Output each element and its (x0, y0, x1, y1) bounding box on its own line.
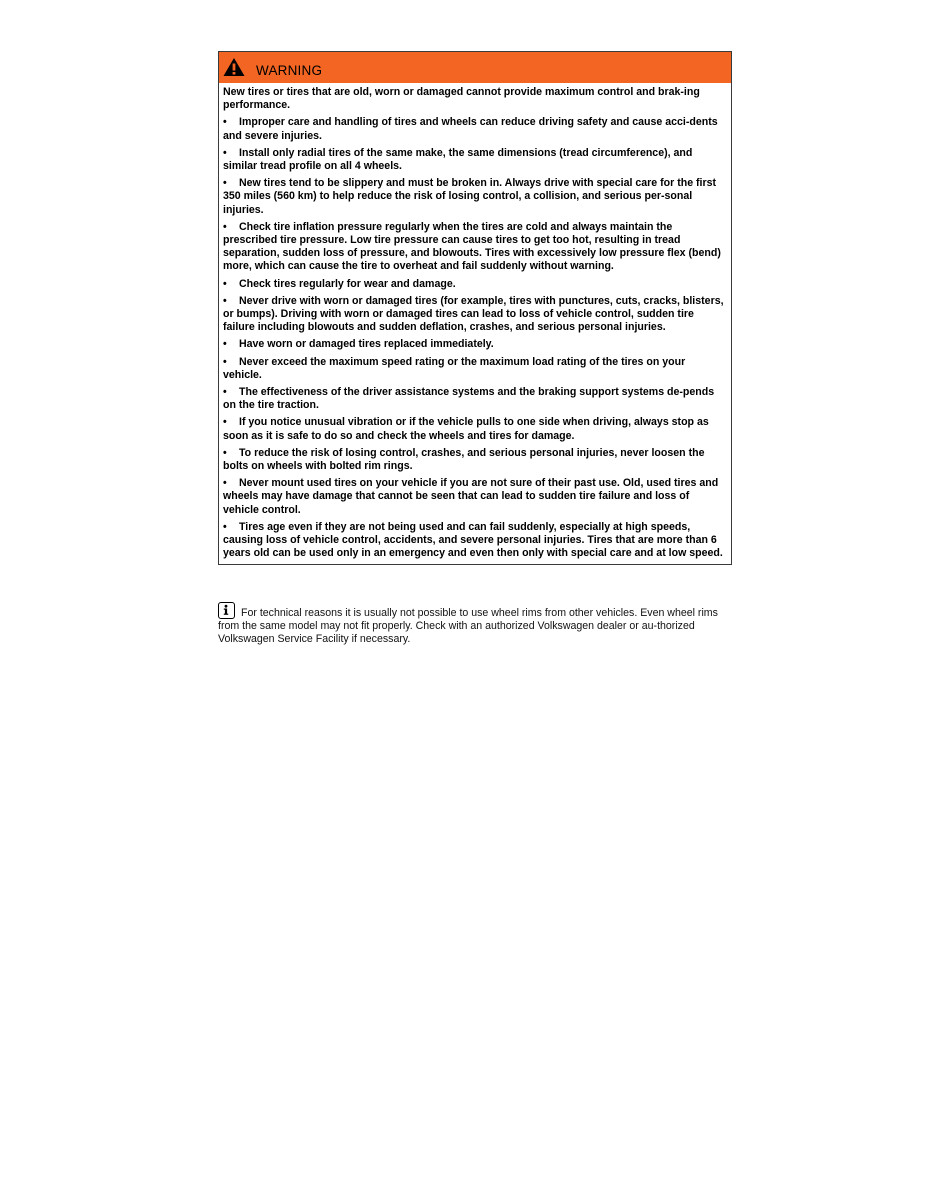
info-note (218, 602, 734, 647)
warning-item: • Have worn or damaged tires replaced immediately. (223, 338, 494, 351)
warning-list (223, 116, 727, 560)
warning-item: • Check tire inflation pressure regularly when the tires are cold and always maintain the prescribed tire pressure. Low tire pressure can cause tires to get too hot, resulting in tread separation, sudden loss of pressure, and blowouts. Tires with excessively low pressure flex (bend) more, which can cause the tire to overheat and fail suddenly without warning. (223, 220, 721, 273)
bullet-icon: • (223, 116, 227, 129)
bullet-icon: • (223, 338, 227, 351)
warning-body (219, 83, 731, 564)
warning-box (218, 51, 732, 565)
warning-item: • The effectiveness of the driver assistance systems and the braking support systems de-pends on the tire traction. (223, 386, 715, 412)
warning-item: • New tires tend to be slippery and must be broken in. Always drive with special care for the first 350 miles (560 km) to help reduce the risk of losing control, a collision, and serious per-sonal injuries. (223, 177, 717, 216)
warning-item: • Tires age even if they are not being used and can fail suddenly, especially at high speeds, causing loss of vehicle control, accidents, and severe personal injuries. Tires that are more than 6 years old can be used only in an emergency and even then only with special care and at low speed. (223, 520, 723, 560)
bullet-icon: • (223, 477, 227, 490)
bullet-icon: • (223, 386, 227, 399)
bullet-icon: • (223, 294, 227, 307)
warning-item: • Install only radial tires of the same make, the same dimensions (tread circumference), and similar tread profile on all 4 wheels. (223, 146, 693, 173)
bullet-icon: • (223, 520, 227, 533)
bullet-icon: • (223, 355, 227, 368)
warning-title: WARNING (256, 63, 323, 78)
warning-intro: New tires or tires that are old, worn or damaged cannot provide maximum control and brak-ing performance. (223, 86, 700, 112)
bullet-icon: • (223, 446, 227, 459)
warning-item: • To reduce the risk of losing control, crashes, and serious personal injuries, never loosen the bolts on wheels with bolted rim rings. (223, 446, 705, 473)
warning-item: • Never mount used tires on your vehicle if you are not sure of their past use. Old, used tires and wheels may have damage that cannot be seen that can lead to sudden tire failure and loss of vehicle control. (223, 477, 719, 516)
warning-item: • Never exceed the maximum speed rating or the maximum load rating of the tires on your vehicle. (223, 355, 686, 381)
warning-item: • Never drive with worn or damaged tires (for example, tires with punctures, cuts, cracks, blisters, or bumps). Driving with worn or damaged tires can lead to loss of vehicle control, sudden tire failure including blowouts and sudden deflation, crashes, and serious personal injuries. (223, 294, 724, 334)
warning-item: • Improper care and handling of tires and wheels can reduce driving safety and cause acci-dents and severe injuries. (223, 116, 718, 142)
warning-header (219, 52, 731, 83)
warning-item: • If you notice unusual vibration or if the vehicle pulls to one side when driving, always stop as soon as it is safe to do so and check the wheels and tires for damage. (223, 416, 709, 442)
note-text: For technical reasons it is usually not possible to use wheel rims from other vehicles. Even wheel rims from the same model may not fit properly. Check with an authorized Volkswagen dealer or au-thorized Volkswagen Service Facility if necessary. (218, 607, 718, 646)
bullet-icon: • (223, 220, 227, 233)
warning-triangle-icon (223, 57, 245, 77)
info-icon (218, 602, 235, 619)
bullet-icon: • (223, 146, 227, 159)
warning-item: • Check tires regularly for wear and damage. (223, 277, 456, 290)
bullet-icon: • (223, 177, 227, 190)
bullet-icon: • (223, 416, 227, 429)
bullet-icon: • (223, 277, 227, 290)
